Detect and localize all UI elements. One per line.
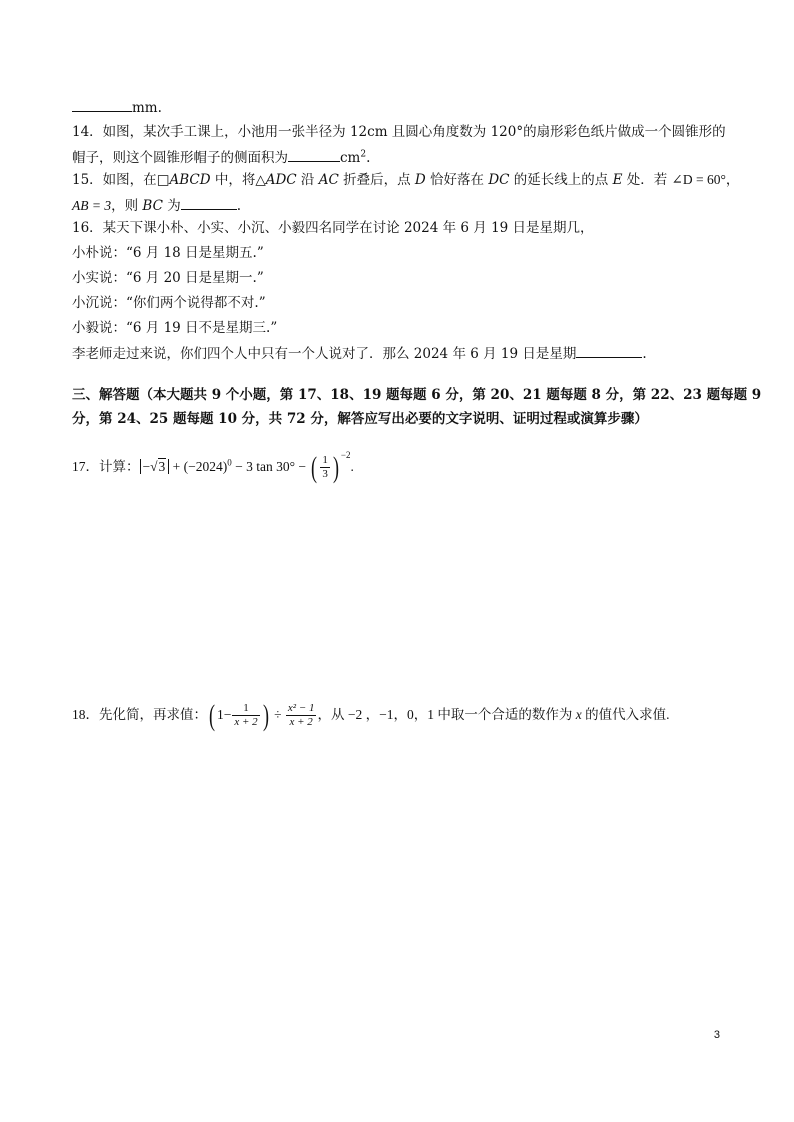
q16-line2: 小朴说：“6 月 18 日是星期五.” — [72, 245, 264, 261]
q13-tail: mm. — [72, 96, 162, 118]
section3-title-line1: 三、解答题（本大题共 9 个小题，第 17、18、19 题每题 6 分，第 20、21 题每题 8 分，第 22、23 题每题 9 — [72, 387, 762, 403]
answer-blank — [181, 194, 237, 210]
q16-line5: 小毅说：“6 月 19 日不是星期三.” — [72, 320, 278, 336]
q14-line2: 帽子，则这个圆锥形帽子的侧面积为 $cm^2$. — [72, 146, 370, 168]
q17: 17．计算： $-√3 + (-2024)^0 - 3$ tan 30° − ( $\frac{1}{3}$ ) $^{-2}$. — [72, 449, 354, 484]
q16-line1: 16．某天下课小朴、小实、小沉、小毅四名同学在讨论 2024 年 6 月 19 日是星期几， — [72, 220, 594, 236]
answer-blank — [72, 96, 132, 112]
fraction-1-over-x-plus-2: $\frac{1}{x + 2}$ — [234, 702, 258, 729]
answer-blank — [288, 146, 340, 162]
section3-title-line2: 分，第 24、25 题每题 10 分，共 72 分，解答应写出必要的文字说明、证明过程或演算步骤） — [72, 411, 648, 427]
q16-line4: 小沉说：“你们两个说得都不对.” — [72, 295, 266, 311]
fraction-x2-minus-1-over-x-plus-2: $\frac{\text{x² − 1}}{x + 2}$ — [287, 702, 315, 729]
q18: 18．先化简，再求值：( 1− $\frac{1}{x + 2}$ ) ÷ $\frac{\text{x² − 1}}{x + 2}$ ，从 −2 ，−1，0，1 中取一个合适的数作为 x 的值代入求值. — [72, 698, 670, 732]
q14-line1: 14．如图，某次手工课上，小池用一张半径为 12cm 且圆心角度数为 120°的扇形彩色纸片做成一个圆锥形的 — [72, 124, 726, 140]
q16-line6: 李老师走过来说，你们四个人中只有一个人说对了．那么 2024 年 6 月 19 日是星期 . — [72, 342, 647, 364]
q16-line3: 小实说：“6 月 20 日是星期一.” — [72, 270, 264, 286]
q15-line2: AB = 3，则 BC 为 . — [72, 194, 241, 216]
absolute-value: −√3 — [140, 459, 170, 474]
answer-blank — [576, 342, 642, 358]
q15-line1: 15．如图，在□ABCD 中，将△ADC 沿 AC 折叠后，点 D 恰好落在 DC 的延长线上的点 E 处．若 ∠D = 60°， — [72, 172, 740, 188]
fraction-one-third: $\frac{1}{3}$ — [322, 454, 328, 481]
page-number: 3 — [713, 1029, 720, 1041]
